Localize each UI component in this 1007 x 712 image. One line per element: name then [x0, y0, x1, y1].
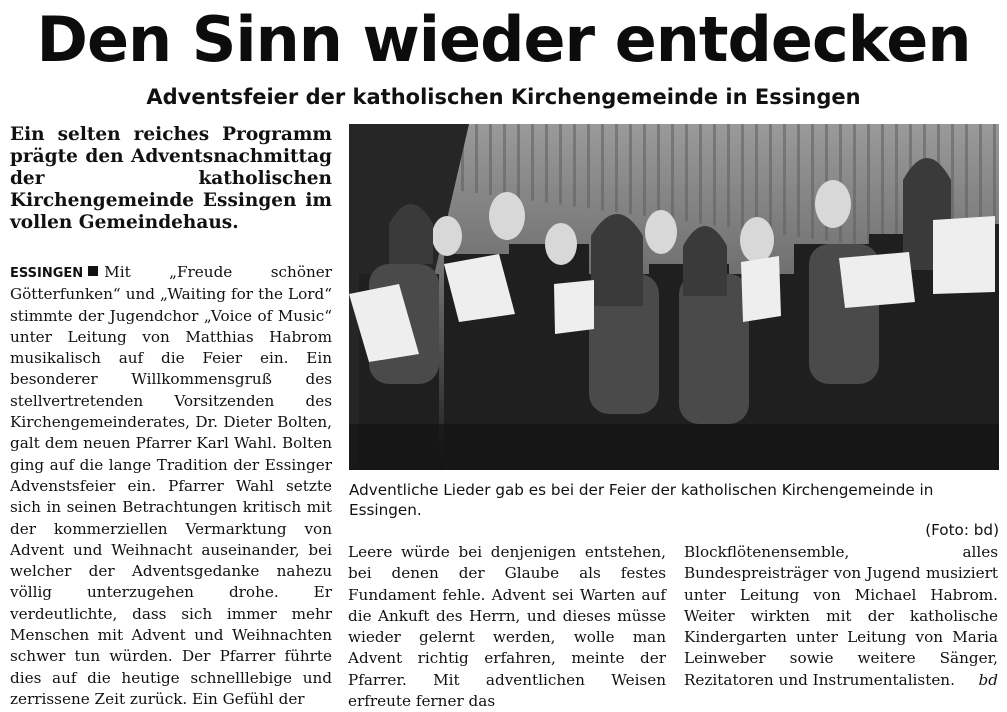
photo-caption: [349, 480, 999, 540]
body-column-1: [10, 262, 332, 710]
body-text-col3: Blockflötenensemble, alles Bundespreisträger von Jugend musiziert unter Leitung von Michael Habrom. Weiter wirkten mit der katholische Kindergarten unter Leitung von Maria Leinweber sowie weitere Sänger, Rezitatoren und Instrumentalisten.: [684, 543, 998, 689]
author-initials: bd: [978, 670, 998, 689]
photo-credit: (Foto: bd): [925, 521, 999, 539]
body-column-3: [684, 542, 998, 691]
headline: Den Sinn wieder entdecken: [36, 3, 971, 76]
caption-text: Adventliche Lieder gab es bei der Feier der katholischen Kirchengemeinde in Essingen.: [349, 481, 934, 519]
subheadline: Adventsfeier der katholischen Kirchengemeinde in Essingen: [146, 85, 861, 109]
lead-paragraph: Ein selten reiches Programm prägte den Adventsnachmittag der katholischen Kirchengemeinde Essingen im vollen Gemeindehaus.: [10, 124, 332, 233]
choir-photo: [349, 124, 999, 470]
dateline: ESSINGEN: [10, 266, 84, 281]
body-text-col1: Mit „Freude schöner Götterfunken“ und „Waiting for the Lord“ stimmte der Jugendchor „Voice of Music“ unter Leitung von Matthias Habrom musikalisch auf die Feier ein. Ein besonderer Willkommensgruß des stellvertretenden Vorsitzenden des Kirchengemeinderates, Dr. Dieter Bolten, galt dem neuen Pfarrer Karl Wahl. Bolten ging auf die lange Tradition der Essinger Advenstsfeier ein. Pfarrer Wahl setzte sich in seinen Betrachtungen kritisch mit der kommerziellen Vermarktung von Advent und Weihnacht auseinander, bei welcher der Adventsgedanke nahezu völlig unterzugehen drohe. Er verdeutlichte, dass sich immer mehr Menschen mit Advent und Weihnachten schwer tun würden. Der Pfarrer führte dies auf die heutige schnelllebige und zerrissene Zeit zurück. Ein Gefühl der: [10, 263, 332, 708]
body-column-2: Leere würde bei denjenigen entstehen, bei denen der Glaube als festes Fundament fehle. Advent sei Warten auf die Ankuft des Herrn, und dieses müsse wieder gelernt werden, wolle man Advent richtig erfahren, meinte der Pfarrer. Mit adventlichen Weisen erfreute ferner das: [348, 543, 666, 711]
dateline-separator: [88, 266, 98, 276]
